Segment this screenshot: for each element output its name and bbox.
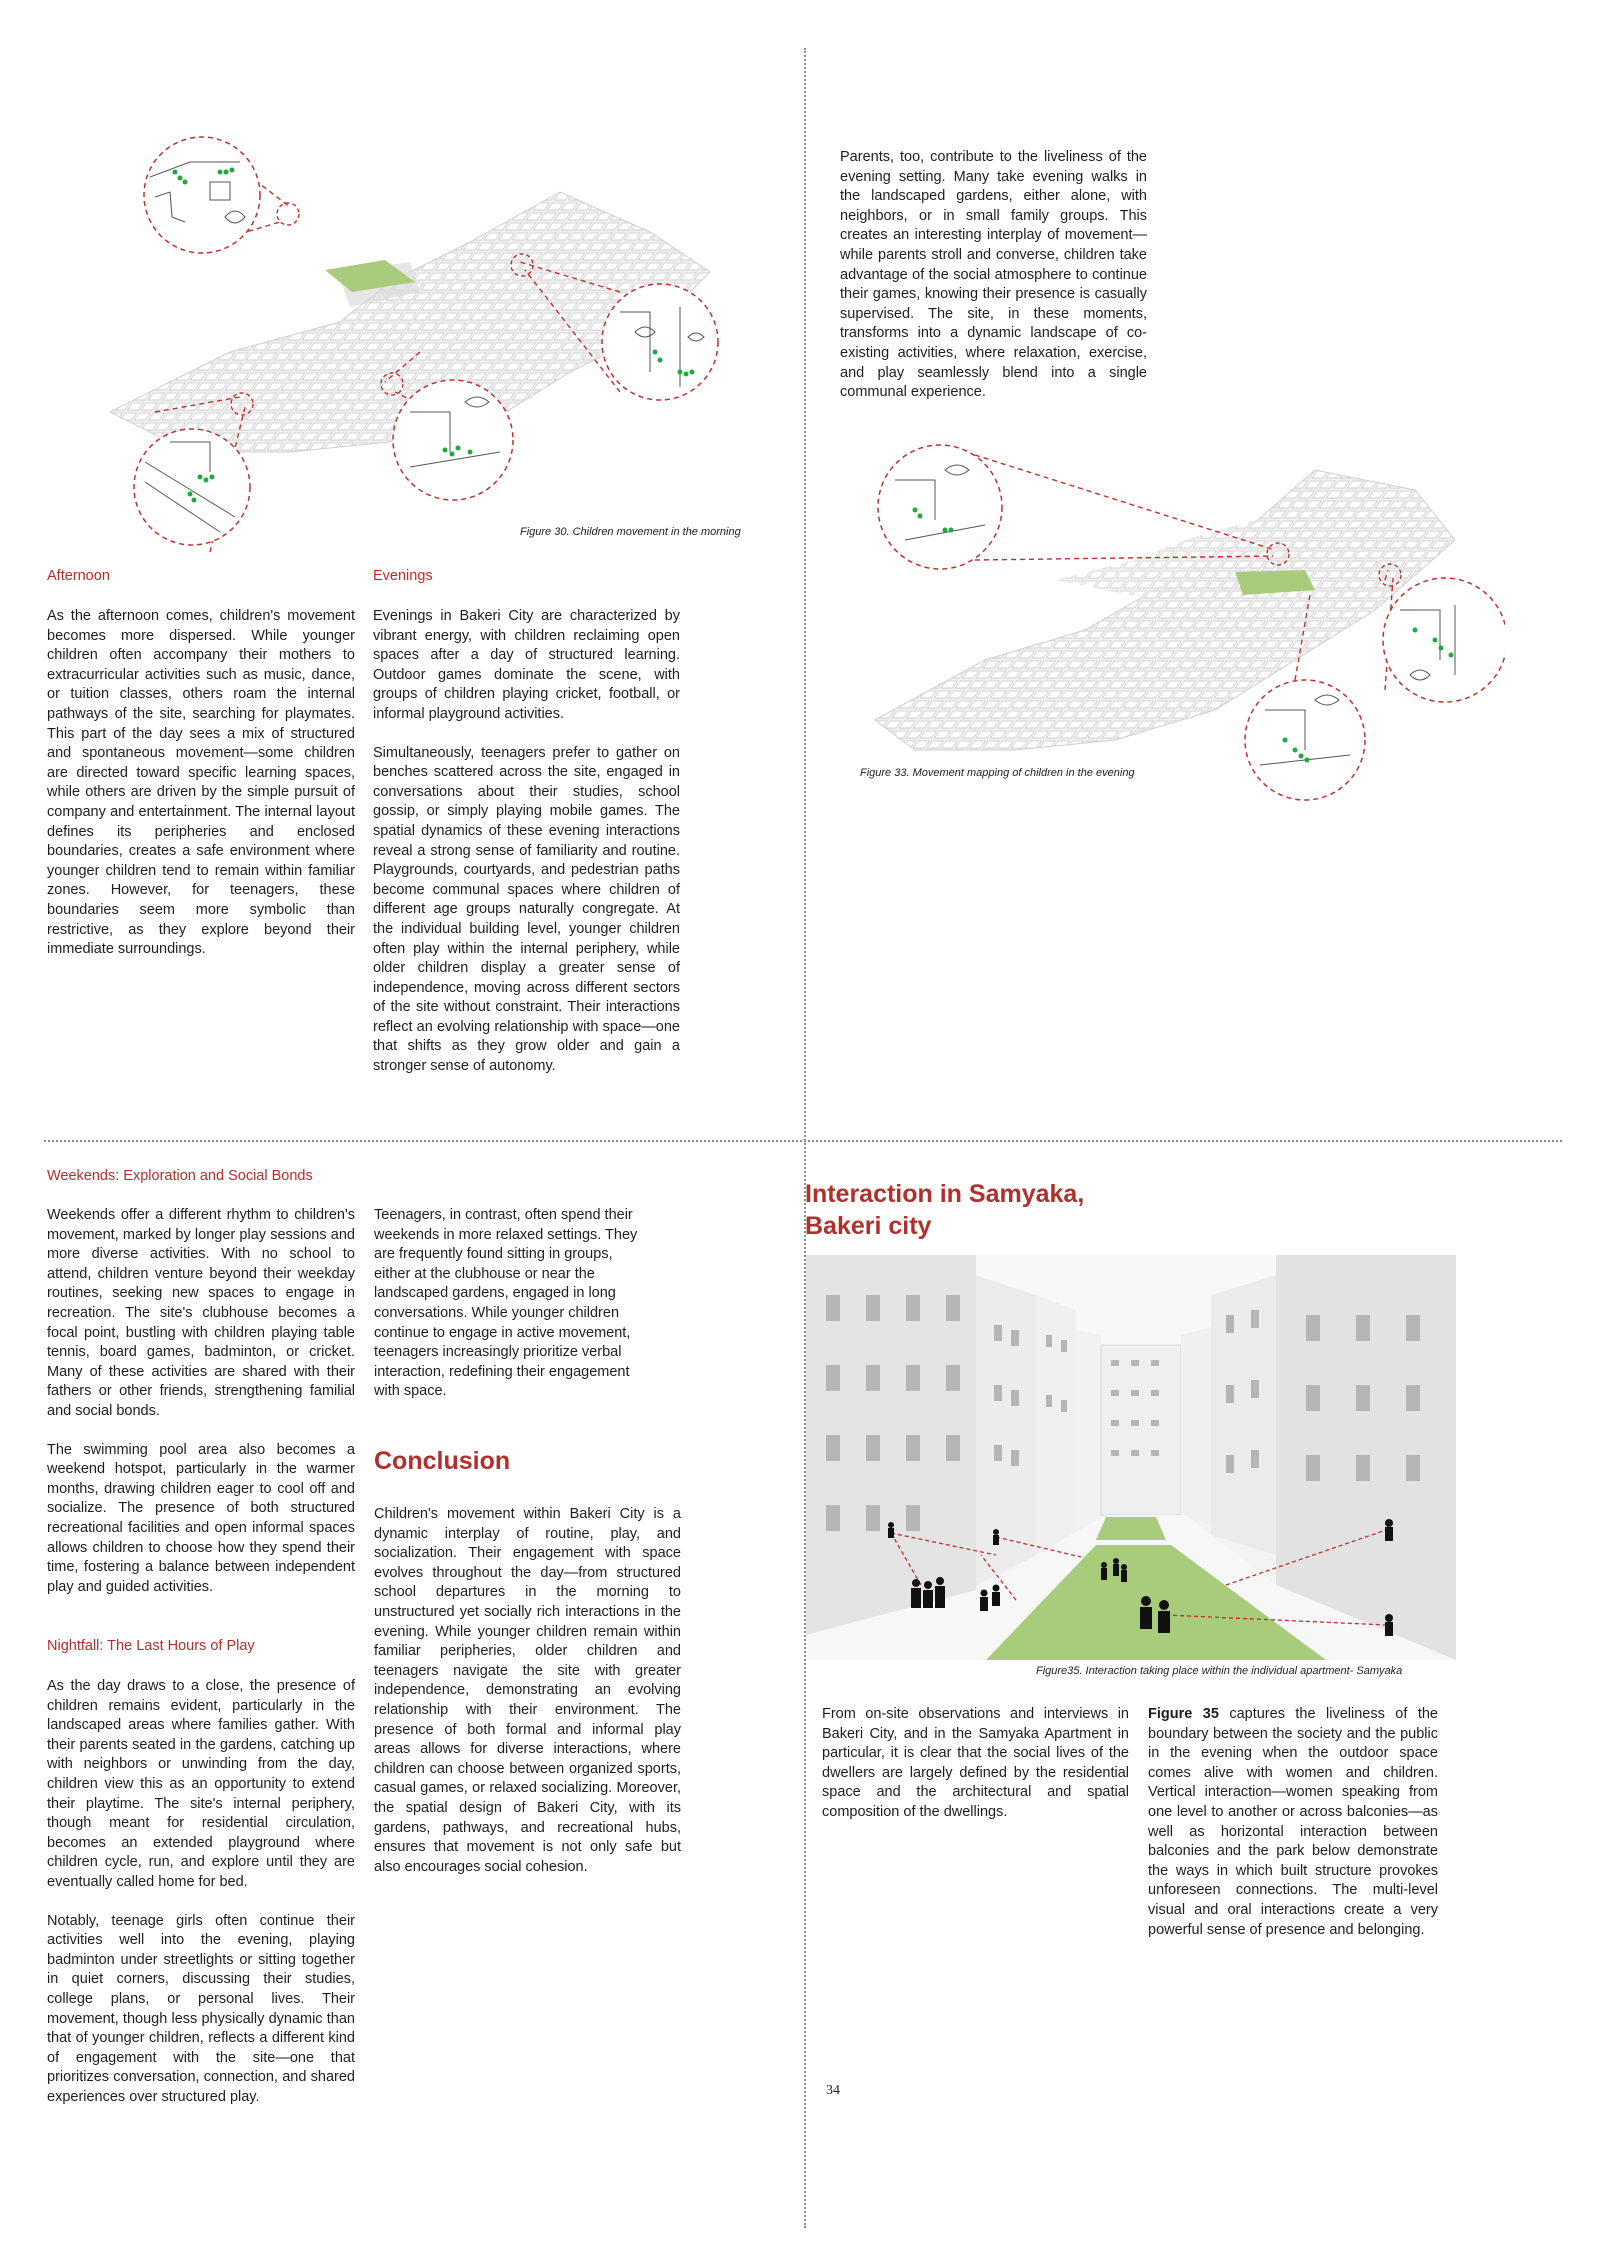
nightfall-paragraph-2: Notably, teenage girls often continue their activities well into the evening, playing badminton under streetlights or sitting together in quiet corners, discussing their studies, college plans, or personal lives. Their movement, though less physically dynamic than that of younger children, reflects a different kind of engagement with the site—one that prioritizes conversation, connection, and shared experiences over structured play. — [47, 1912, 355, 2105]
nightfall-text — [47, 1677, 355, 2126]
page-number: 34 — [826, 2083, 840, 2098]
figure-35-samyaka-courtyard-render — [806, 1255, 1456, 1660]
figure-35-caption: Figure35. Interaction taking place within the individual apartment- Samyaka — [1036, 1665, 1403, 1677]
nightfall-paragraph-1: As the day draws to a close, the presence of children remains evident, particularly in the landscaped areas where families gather. With their parents seated in the gardens, catching up with neighbors or unwinding from the day, children view this as an opportunity to extend their playtime. The site's internal periphery, though meant for residential circulation, becomes an extended playground where children cycle, run, and explore until they are eventually called home for bed. — [47, 1678, 355, 1890]
horizontal-page-divider — [44, 1140, 1562, 1142]
samyaka-right-text — [1148, 1705, 1438, 1959]
figure-33-evening-movement-map — [855, 430, 1505, 850]
nightfall-heading: Nightfall: The Last Hours of Play — [47, 1638, 255, 1654]
samyaka-right-paragraph — [1148, 1705, 1438, 1940]
figure-35-reference: Figure 35 — [1148, 1706, 1219, 1722]
samyaka-heading-line-1: Interaction in Samyaka, — [805, 1180, 1085, 1208]
weekends-paragraph-2: The swimming pool area also becomes a weekend hotspot, particularly in the warmer months, drawing children eager to cool off and socialize. The presence of both structured recreational facilities and open informal spaces allows children to choose how they spend their time, fostering a balance between independent play and guided activities. — [47, 1441, 355, 1595]
samyaka-section-heading — [805, 1178, 1084, 1242]
afternoon-text — [47, 607, 355, 979]
parents-text — [840, 148, 1147, 422]
afternoon-paragraph: As the afternoon comes, children's movement becomes more dispersed. While younger children often accompany their mothers to extracurricular activities such as music, dance, or tuition classes, others roam the internal pathways of the site, searching for playmates. This part of the day sees a mix of structured and spontaneous movement—some children are directed toward specific learning spaces, while others are driven by the simple pursuit of company and entertainment. The internal layout defines its peripheries and enclosed boundaries, creates a safe environment where younger children tend to remain within familiar zones. However, for teenagers, these boundaries seem more symbolic than restrictive, as they explore beyond their immediate surroundings. — [47, 608, 355, 958]
figure-30-morning-movement-map — [90, 122, 790, 562]
teenagers-text — [374, 1206, 652, 1421]
conclusion-heading: Conclusion — [374, 1447, 511, 1475]
samyaka-heading-line-2: Bakeri city — [805, 1212, 932, 1240]
evenings-text — [373, 607, 680, 1096]
figure-30-caption: Figure 30. Children movement in the morning — [520, 526, 741, 538]
samyaka-left-text — [822, 1705, 1129, 1842]
afternoon-heading: Afternoon — [47, 568, 110, 584]
evenings-heading: Evenings — [373, 568, 433, 584]
samyaka-right-body: captures the liveliness of the boundary between the society and the public in the evening when the outdoor space comes alive with women and children. Vertical interaction—women speaking from one level to another or across balconies—as well as horizontal interaction between balconies and the park below demonstrate the ways in which built structure provokes unforeseen connections. The multi-level visual and oral interactions create a very powerful sense of presence and belonging. — [1148, 1706, 1438, 1938]
samyaka-left-paragraph: From on-site observations and interviews in Bakeri City, and in the Samyaka Apartment in particular, it is clear that the social lives of the dwellers are largely defined by the residential space and the architectural and spatial composition of the dwellings. — [822, 1706, 1129, 1820]
evenings-paragraph-1: Evenings in Bakeri City are characterized by vibrant energy, with children reclaiming open spaces after a day of structured learning. Outdoor games dominate the scene, with groups of children playing cricket, football, or informal playground activities. — [373, 608, 680, 722]
conclusion-text — [374, 1505, 681, 1896]
figure-33-caption: Figure 33. Movement mapping of children in the evening — [860, 767, 1135, 779]
teenagers-paragraph: Teenagers, in contrast, often spend their weekends in more relaxed settings. They are frequently found sitting in groups, either at the clubhouse or near the landscaped gardens, engaged in long conversations. While younger children continue to engage in active movement, teenagers increasingly prioritize verbal interaction, redefining their engagement with space. — [374, 1207, 638, 1400]
vertical-page-divider — [804, 48, 806, 2228]
weekends-paragraph-1: Weekends offer a different rhythm to children's movement, marked by longer play sessions and more diverse activities. With no school to attend, children venture beyond their weekday routines, seeking new spaces to engage in recreation. The site's clubhouse becomes a focal point, bustling with children playing table tennis, board games, badminton, or cricket. Many of these activities are shared with their fathers or other friends, strengthening familial and social bonds. — [47, 1207, 355, 1419]
weekends-text — [47, 1206, 355, 1616]
parents-paragraph: Parents, too, contribute to the liveliness of the evening setting. Many take evening walks in the landscaped gardens, either alone, with neighbors, or in small family groups. This creates an interesting interplay of movement—while parents stroll and converse, children take advantage of the social atmosphere to continue their games, knowing their presence is casually supervised. The site, in these moments, transforms into a dynamic landscape of co-existing activities, where relaxation, exercise, and play seamlessly blend into a single communal experience. — [840, 149, 1147, 401]
evenings-paragraph-2: Simultaneously, teenagers prefer to gather on benches scattered across the site, engaged in conversations about their studies, school gossip, or simply playing mobile games. The spatial dynamics of these evening interactions reveal a strong sense of familiarity and routine. Playgrounds, courtyards, and pedestrian paths become communal spaces where children of different age groups naturally congregate. At the individual building level, younger children often play within the internal periphery, while older children display a greater sense of independence, moving across different sectors of the site without constraint. Their interactions reflect an evolving relationship with space—one that shifts as they grow older and gain a stronger sense of autonomy. — [373, 744, 680, 1075]
weekends-heading: Weekends: Exploration and Social Bonds — [47, 1168, 313, 1184]
conclusion-paragraph: Children's movement within Bakeri City is a dynamic interplay of routine, play, and socialization. Their engagement with space evolves throughout the day—from structured school departures in the morning to unstructured yet socially rich interactions in the evening. While younger children remain within familiar peripheries, older children and teenagers navigate the site with greater independence, demonstrating an evolving relationship with their environment. The presence of both formal and informal play areas allows for diverse interactions, where children can choose between organized sports, casual games, or relaxed socializing. Moreover, the spatial design of Bakeri City, with its gardens, pathways, and recreational hubs, ensures that movement is not only safe but also encourages social cohesion. — [374, 1506, 681, 1875]
